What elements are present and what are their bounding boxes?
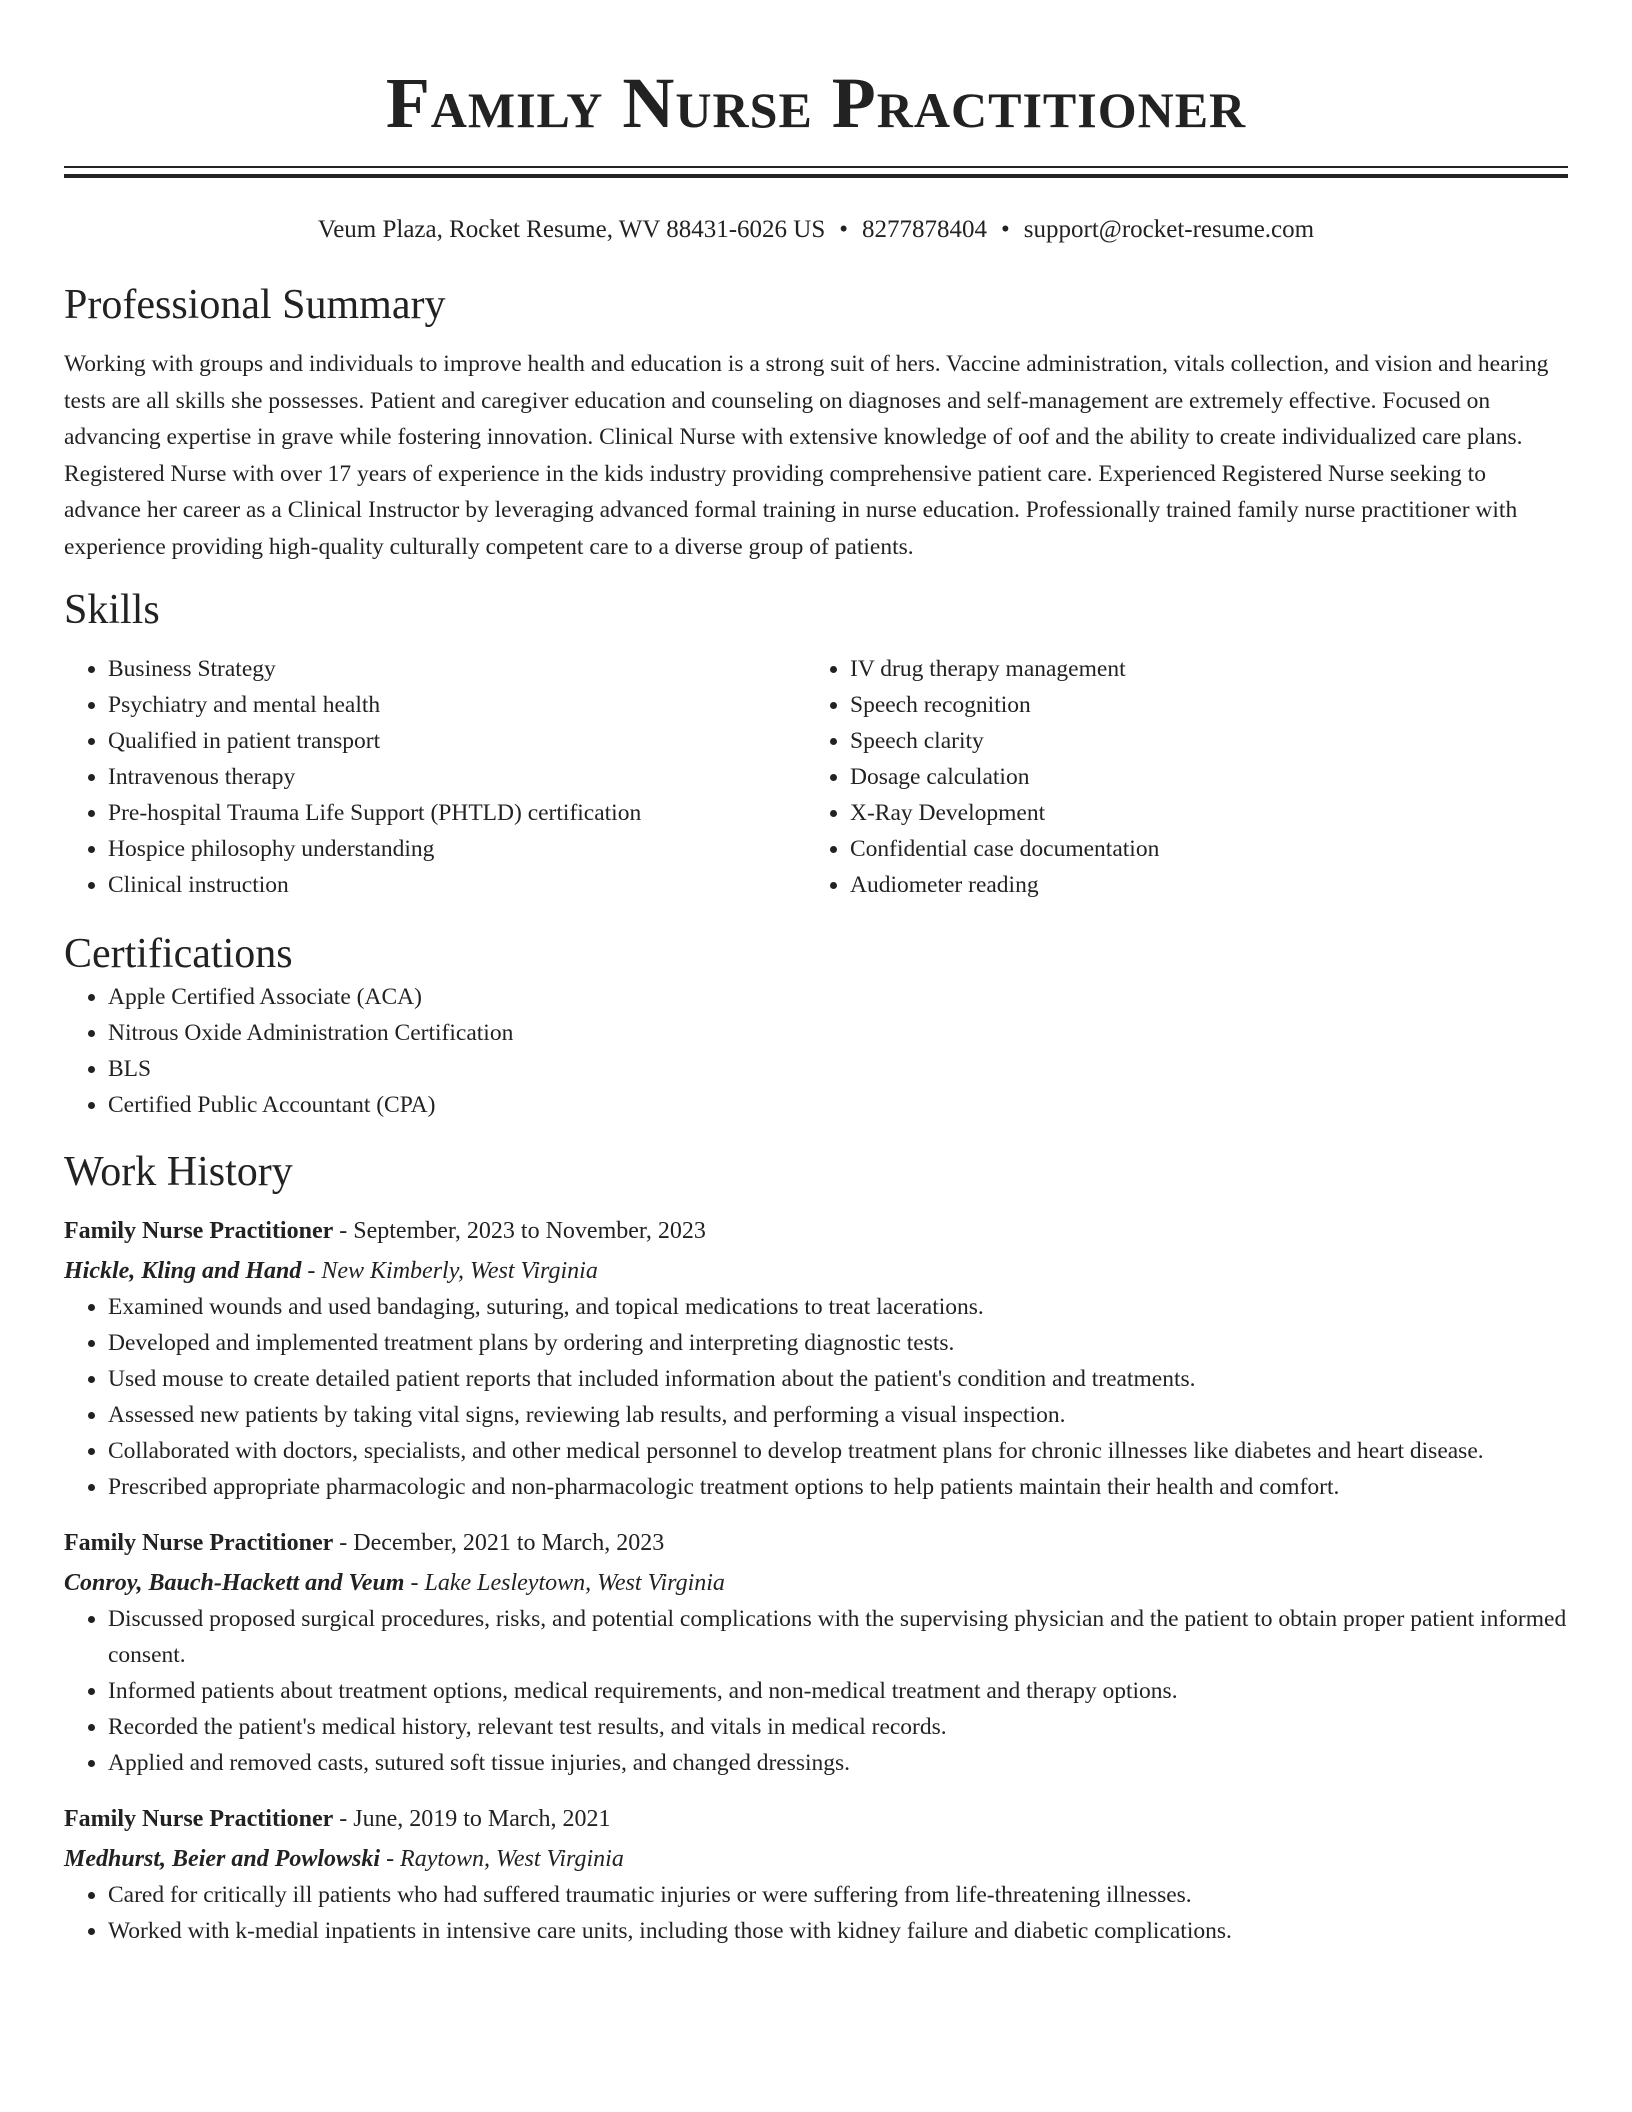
skill-item: • Business Strategy	[108, 651, 806, 687]
job-duties-list	[64, 1601, 1568, 1781]
summary-section	[64, 280, 1568, 565]
summary-text: Working with groups and individuals to improve health and education is a strong suit of hers. Vaccine administration, vitals collection, and vision and hearing tests are all skills she possesses. Patient and caregiver education and counseling on diagnoses and self-management are extremely effective. Focused on advancing expertise in grave while fostering innovation. Clinical Nurse with extensive knowledge of oof and the ability to create individualized care plans. Registered Nurse with over 17 years of experience in the kids industry providing comprehensive patient care. Experienced Registered Nurse seeking to advance her career as a Clinical Instructor by leveraging advanced formal training in nurse education. Professionally trained family nurse practitioner with experience providing high-quality culturally competent care to a diverse group of patients.	[64, 351, 1549, 560]
skill-item: • IV drug therapy management	[850, 651, 1548, 687]
skill-item: • Speech clarity	[850, 723, 1548, 759]
job-company: Medhurst, Beier and Powlowski	[64, 1846, 381, 1872]
certifications-heading: Certifications	[64, 931, 293, 977]
skill-item: • Confidential case documentation	[850, 831, 1548, 867]
certification-item: • Certified Public Accountant (CPA)	[108, 1087, 1568, 1123]
contact-separator: •	[839, 216, 849, 243]
skills-columns	[64, 651, 1568, 903]
job-title-line	[64, 1213, 1568, 1249]
job-duty-item: • Used mouse to create detailed patient reports that included information about the patient's condition and treatments.	[108, 1361, 1568, 1397]
job-company: Hickle, Kling and Hand	[64, 1258, 302, 1284]
job-company: Conroy, Bauch-Hackett and Veum	[64, 1570, 405, 1596]
job-duty-item: • Cared for critically ill patients who had suffered traumatic injuries or were suffering from life-threatening illnesses.	[108, 1877, 1568, 1913]
job-duty-item: • Discussed proposed surgical procedures, risks, and potential complications with the supervising physician and the patient to obtain proper patient informed consent.	[108, 1601, 1568, 1673]
job-location: - New Kimberly, West Virginia	[301, 1258, 598, 1284]
skill-item: • Pre-hospital Trauma Life Support (PHTLD) certification	[108, 795, 806, 831]
certification-item: • Nitrous Oxide Administration Certification	[108, 1015, 1568, 1051]
job-entry	[64, 1213, 1568, 1505]
certification-item: • Apple Certified Associate (ACA)	[108, 979, 1568, 1015]
contact-separator: •	[1001, 216, 1010, 243]
job-duty-item: • Prescribed appropriate pharmacologic and non-pharmacologic treatment options to help patients maintain their health and comfort.	[108, 1469, 1568, 1505]
job-dates: - September, 2023 to November, 2023	[333, 1218, 706, 1244]
title-divider-thick	[64, 174, 1568, 178]
job-company-line	[64, 1841, 1568, 1877]
job-dates: - June, 2019 to March, 2021	[333, 1806, 611, 1832]
skills-section	[64, 585, 1568, 903]
skills-heading: Skills	[64, 587, 160, 633]
job-duties-list	[64, 1289, 1568, 1505]
skills-column-right	[806, 651, 1548, 903]
job-duty-item: • Informed patients about treatment options, medical requirements, and non-medical treatment and therapy options.	[108, 1673, 1568, 1709]
job-title: Family Nurse Practitioner	[64, 1530, 334, 1556]
resume-title: Family Nurse Practitioner	[385, 63, 1247, 143]
contact-email: support@rocket-resume.com	[1023, 216, 1315, 243]
job-title: Family Nurse Practitioner	[64, 1806, 334, 1832]
job-company-line	[64, 1565, 1568, 1601]
skill-item: • Clinical instruction	[108, 867, 806, 903]
contact-address: Veum Plaza, Rocket Resume, WV 88431-6026 US	[317, 216, 826, 243]
skill-item: • Psychiatry and mental health	[108, 687, 806, 723]
job-entry	[64, 1525, 1568, 1781]
skill-item: • Hospice philosophy understanding	[108, 831, 806, 867]
certifications-list	[64, 979, 1568, 1123]
title-divider-thin	[64, 166, 1568, 168]
skill-item: • Intravenous therapy	[108, 759, 806, 795]
summary-heading: Professional Summary	[64, 282, 446, 328]
job-duty-item: • Assessed new patients by taking vital signs, reviewing lab results, and performing a visual inspection.	[108, 1397, 1568, 1433]
work-history-section	[64, 1147, 1568, 1949]
skill-item: • Dosage calculation	[850, 759, 1548, 795]
work-history-heading: Work History	[64, 1149, 293, 1195]
skill-item: • X-Ray Development	[850, 795, 1548, 831]
job-duty-item: • Examined wounds and used bandaging, suturing, and topical medications to treat lacerations.	[108, 1289, 1568, 1325]
job-duty-item: • Applied and removed casts, sutured soft tissue injuries, and changed dressings.	[108, 1745, 1568, 1781]
skills-column-left	[64, 651, 806, 903]
contact-phone: 8277878404	[862, 216, 988, 243]
contact-line	[64, 214, 1568, 246]
skill-item: • Audiometer reading	[850, 867, 1548, 903]
skill-item: • Qualified in patient transport	[108, 723, 806, 759]
job-title: Family Nurse Practitioner	[64, 1218, 334, 1244]
certifications-section	[64, 929, 1568, 1123]
certification-item: • BLS	[108, 1051, 1568, 1087]
job-dates: - December, 2021 to March, 2023	[333, 1530, 665, 1556]
job-duty-item: • Collaborated with doctors, specialists, and other medical personnel to develop treatment plans for chronic illnesses like diabetes and heart disease.	[108, 1433, 1568, 1469]
skill-item: • Speech recognition	[850, 687, 1548, 723]
job-location: - Lake Lesleytown, West Virginia	[404, 1570, 725, 1596]
job-duty-item: • Recorded the patient's medical history, relevant test results, and vitals in medical records.	[108, 1709, 1568, 1745]
job-title-line	[64, 1801, 1568, 1837]
resume-page	[64, 0, 1568, 1949]
job-location: - Raytown, West Virginia	[380, 1846, 624, 1872]
job-duty-item: • Developed and implemented treatment plans by ordering and interpreting diagnostic tests.	[108, 1325, 1568, 1361]
job-duty-item: • Worked with k-medial inpatients in intensive care units, including those with kidney failure and diabetic complications.	[108, 1913, 1568, 1949]
job-title-line	[64, 1525, 1568, 1561]
job-entry	[64, 1801, 1568, 1949]
job-company-line	[64, 1253, 1568, 1289]
job-duties-list	[64, 1877, 1568, 1949]
